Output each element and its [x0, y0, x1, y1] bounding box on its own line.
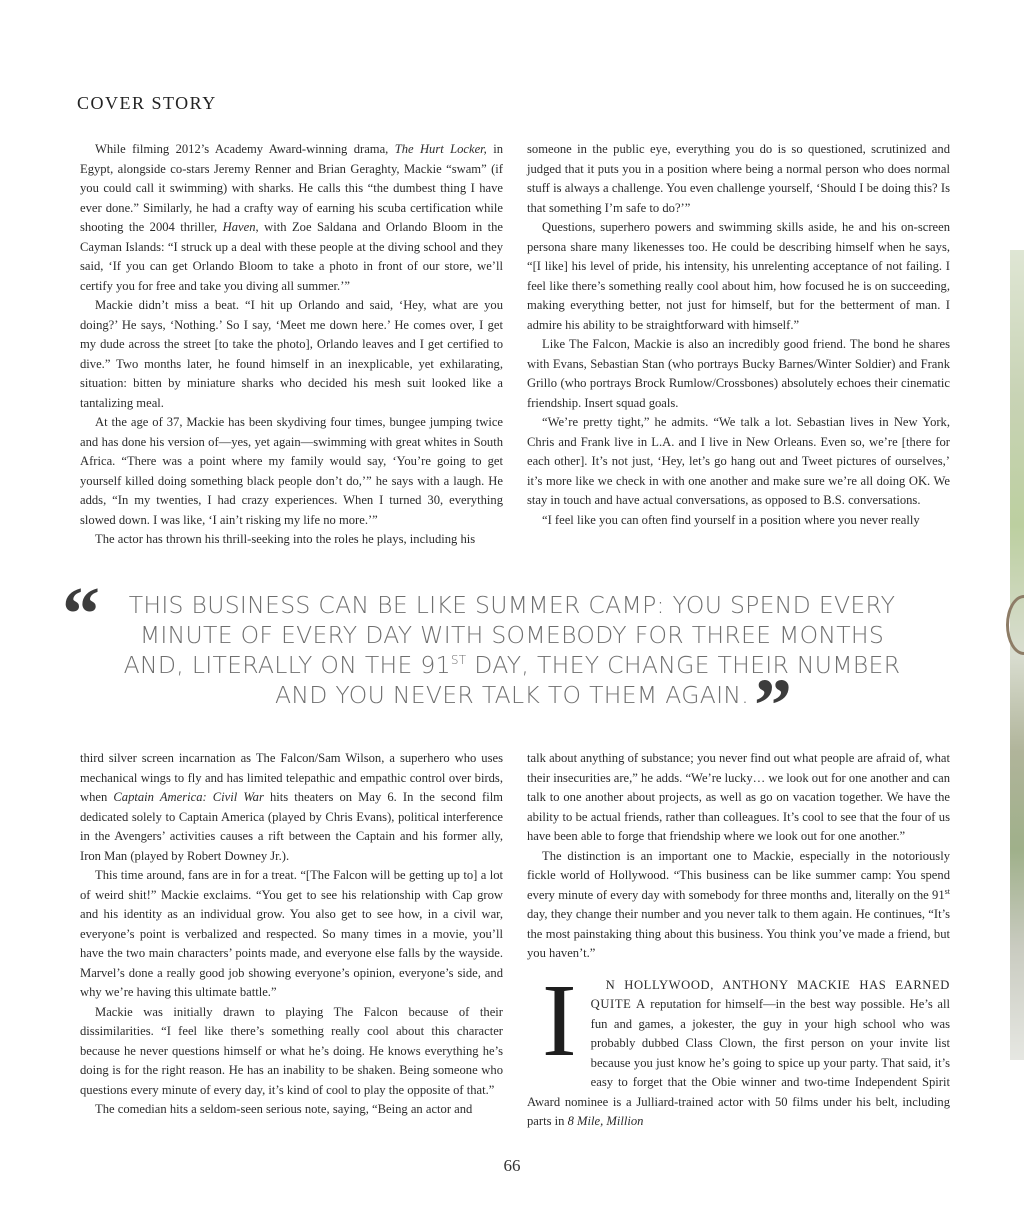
paragraph: “I feel like you can often find yourself in a position where you never really — [542, 512, 920, 527]
paragraph: someone in the public eye, everything you do is so questioned, scrutinized and judged that it puts you in a position where being a normal person who does normal stuff is always a challenge. You even challenge yourself, ‘Should I be doing this? Is that something I’m safe to do?’” — [527, 142, 950, 215]
dropcap-letter: I — [542, 962, 577, 1078]
paragraph: talk about anything of substance; you never find out what people are afraid of, what their insecurities are,” he adds. “We’re lucky… we look out for one another and can talk to one another about projects, as well as go on vacation together. We have the ability to be actual friends, rather than colleagues. It’s cool to see that the four of us have been able to forge that friendship where we look out for one another.” — [527, 751, 950, 843]
pull-quote-line: AND YOU NEVER TALK TO THEM AGAIN. — [275, 681, 749, 709]
paragraph: Mackie was initially drawn to playing The Falcon because of their dissimilarities. “I feel like there’s something really cool about this character because he never questions himself or what he’s doing. He knows everything he’s doing is for the right reason. He has an inability to be shaken. Being someone who questions every minute of every day, it’s kind of cool to play the opposite of that.” — [80, 1004, 503, 1097]
column-bottom-left — [80, 749, 503, 1120]
paragraph: While filming 2012’s Academy Award-winning drama, The Hurt Locker, in Egypt, alongside co-stars Jeremy Renner and Brian Geraghty, Mackie “swam” (if you could call it swimming) with sharks. He calls this “the dumbest thing I have ever done.” Similarly, he had a crafty way of earning his scuba certification while shooting the 2004 thriller, Haven, with Zoe Saldana and Orlando Bloom in the Cayman Islands: “I struck up a deal with these people at the diving school and they said, ‘If you can get Orlando Bloom to take a photo in front of our store, we’ll certify you for free and take you diving all summer.’” — [80, 142, 503, 293]
pull-quote-line: AND, LITERALLY ON THE 91ST DAY, THEY CHANGE THEIR NUMBER — [123, 651, 901, 679]
pull-quote-line: MINUTE OF EVERY DAY WITH SOMEBODY FOR THREE MONTHS — [139, 621, 885, 649]
pull-quote — [60, 590, 964, 710]
paragraph: third silver screen incarnation as The Falcon/Sam Wilson, a superhero who uses mechanical wings to fly and has limited telepathic and empathic control over birds, when Captain America: Civil War hits theaters on May 6. In the second film dedicated solely to Captain America (played by Chris Evans), political interference in the Avengers’ activities causes a rift between the Captain and his former ally, Iron Man (played by Robert Downey Jr.). — [80, 751, 503, 863]
paragraph: At the age of 37, Mackie has been skydiving four times, bungee jumping twice and has done his version of—yes, yet again—swimming with great whites in South Africa. “There was a point where my family would say, ‘You’re going to get yourself killed doing something black people don’t do,’” he says with a laugh. He adds, “In my twenties, I had crazy experiences. When I turned 30, everything slowed down. I was like, ‘I ain’t risking my life no more.’” — [80, 415, 503, 527]
pull-quote-line: THIS BUSINESS CAN BE LIKE SUMMER CAMP: YOU SPEND EVERY — [128, 591, 896, 619]
paragraph: The distinction is an important one to Mackie, especially in the notoriously fickle world of Hollywood. “This business can be like summer camp: You spend every minute of every day with somebody for three months and, literally on the 91st day, they change their number and you never talk to them again. He continues, “It’s the most painstaking thing about this business. You think you’ve made a friend, but you haven’t.” — [527, 848, 950, 960]
open-quote-mark: “ — [62, 572, 100, 656]
close-quote-mark: ” — [754, 664, 792, 748]
paragraph: Like The Falcon, Mackie is also an incredibly good friend. The bond he shares with Evans, Sebastian Stan (who portrays Bucky Barnes/Winter Soldier) and Frank Grillo (who portrays Brock Rumlow/Crossbones) absolutely echoes their cinematic friendship. Insert squad goals. — [527, 337, 950, 410]
paragraph: The actor has thrown his thrill-seeking into the roles he plays, including his — [95, 532, 476, 546]
paragraph: Mackie didn’t miss a beat. “I hit up Orlando and said, ‘Hey, what are you doing?’ He says, ‘Nothing.’ So I say, ‘Meet me down here.’ He comes over, I get my dude across the street [to take the photo], Orlando leaves and I get certified to dive.” Two months later, he found himself in an inexplicable, yet exhilarating, situation: bitten by miniature sharks who decided his mesh suit looked like a tantalizing meal. — [80, 298, 503, 410]
paragraph: “We’re pretty tight,” he admits. “We talk a lot. Sebastian lives in New York, Chris and Frank live in L.A. and I live in New Orleans. Even so, we’re [there for each other]. It’s not just, ‘Hey, let’s go hang out and Tweet pictures of ourselves,’ it’s more like we check in with one another and make sure we’re all doing OK. We stay in touch and have actual conversations, as opposed to B.S. conversations. — [527, 415, 950, 507]
dropcap-paragraph: I N HOLLYWOOD, ANTHONY MACKIE HAS EARNED QUITE A reputation for himself—in the best way possible. He’s all fun and games, a jokester, the guy in your high school who was probably dubbed Class Clown, the first person on your invite list because you just know he’s going to spice up your party. That said, it’s easy to forget that the Obie winner and two-time Independent Spirit Award nominee is a Julliard-trained actor with 50 films under his belt, including parts in 8 Mile, Million — [527, 962, 950, 1128]
edge-photo-ring — [1006, 595, 1024, 655]
edge-photo-strip — [1010, 250, 1024, 1060]
section-label: COVER STORY — [77, 93, 217, 113]
page-number: 66 — [503, 1156, 521, 1175]
paragraph: The comedian hits a seldom-seen serious note, saying, “Being an actor and — [95, 1102, 473, 1116]
paragraph: This time around, fans are in for a treat. “[The Falcon will be getting up to] a lot of weird shit!” Mackie exclaims. “You get to see his relationship with Cap grow and his identity as an individual grow. You also get to see how, in a civil war, everyone’s point is verbalized and respected. So many times in a movie, you’ll have the two main characters’ points made, and everyone else falls by the wayside. Marvel’s done a really good job showing everyone’s opinion, everyone’s side, and why we’re having this ultimate battle.” — [80, 868, 503, 999]
column-top-left — [80, 140, 503, 550]
paragraph: Questions, superhero powers and swimming skills aside, he and his on-screen persona share many likenesses too. He could be describing himself when he says, “[I like] his level of pride, his intensity, his unrelenting acceptance of not failing. I feel like there’s something really cool about him, how focused he is on succeeding, making everything better, not just for himself, but for the betterment of man. I admire his ability to be straightforward with himself.” — [527, 220, 950, 332]
column-bottom-right — [527, 749, 950, 1132]
column-top-right — [527, 140, 950, 530]
